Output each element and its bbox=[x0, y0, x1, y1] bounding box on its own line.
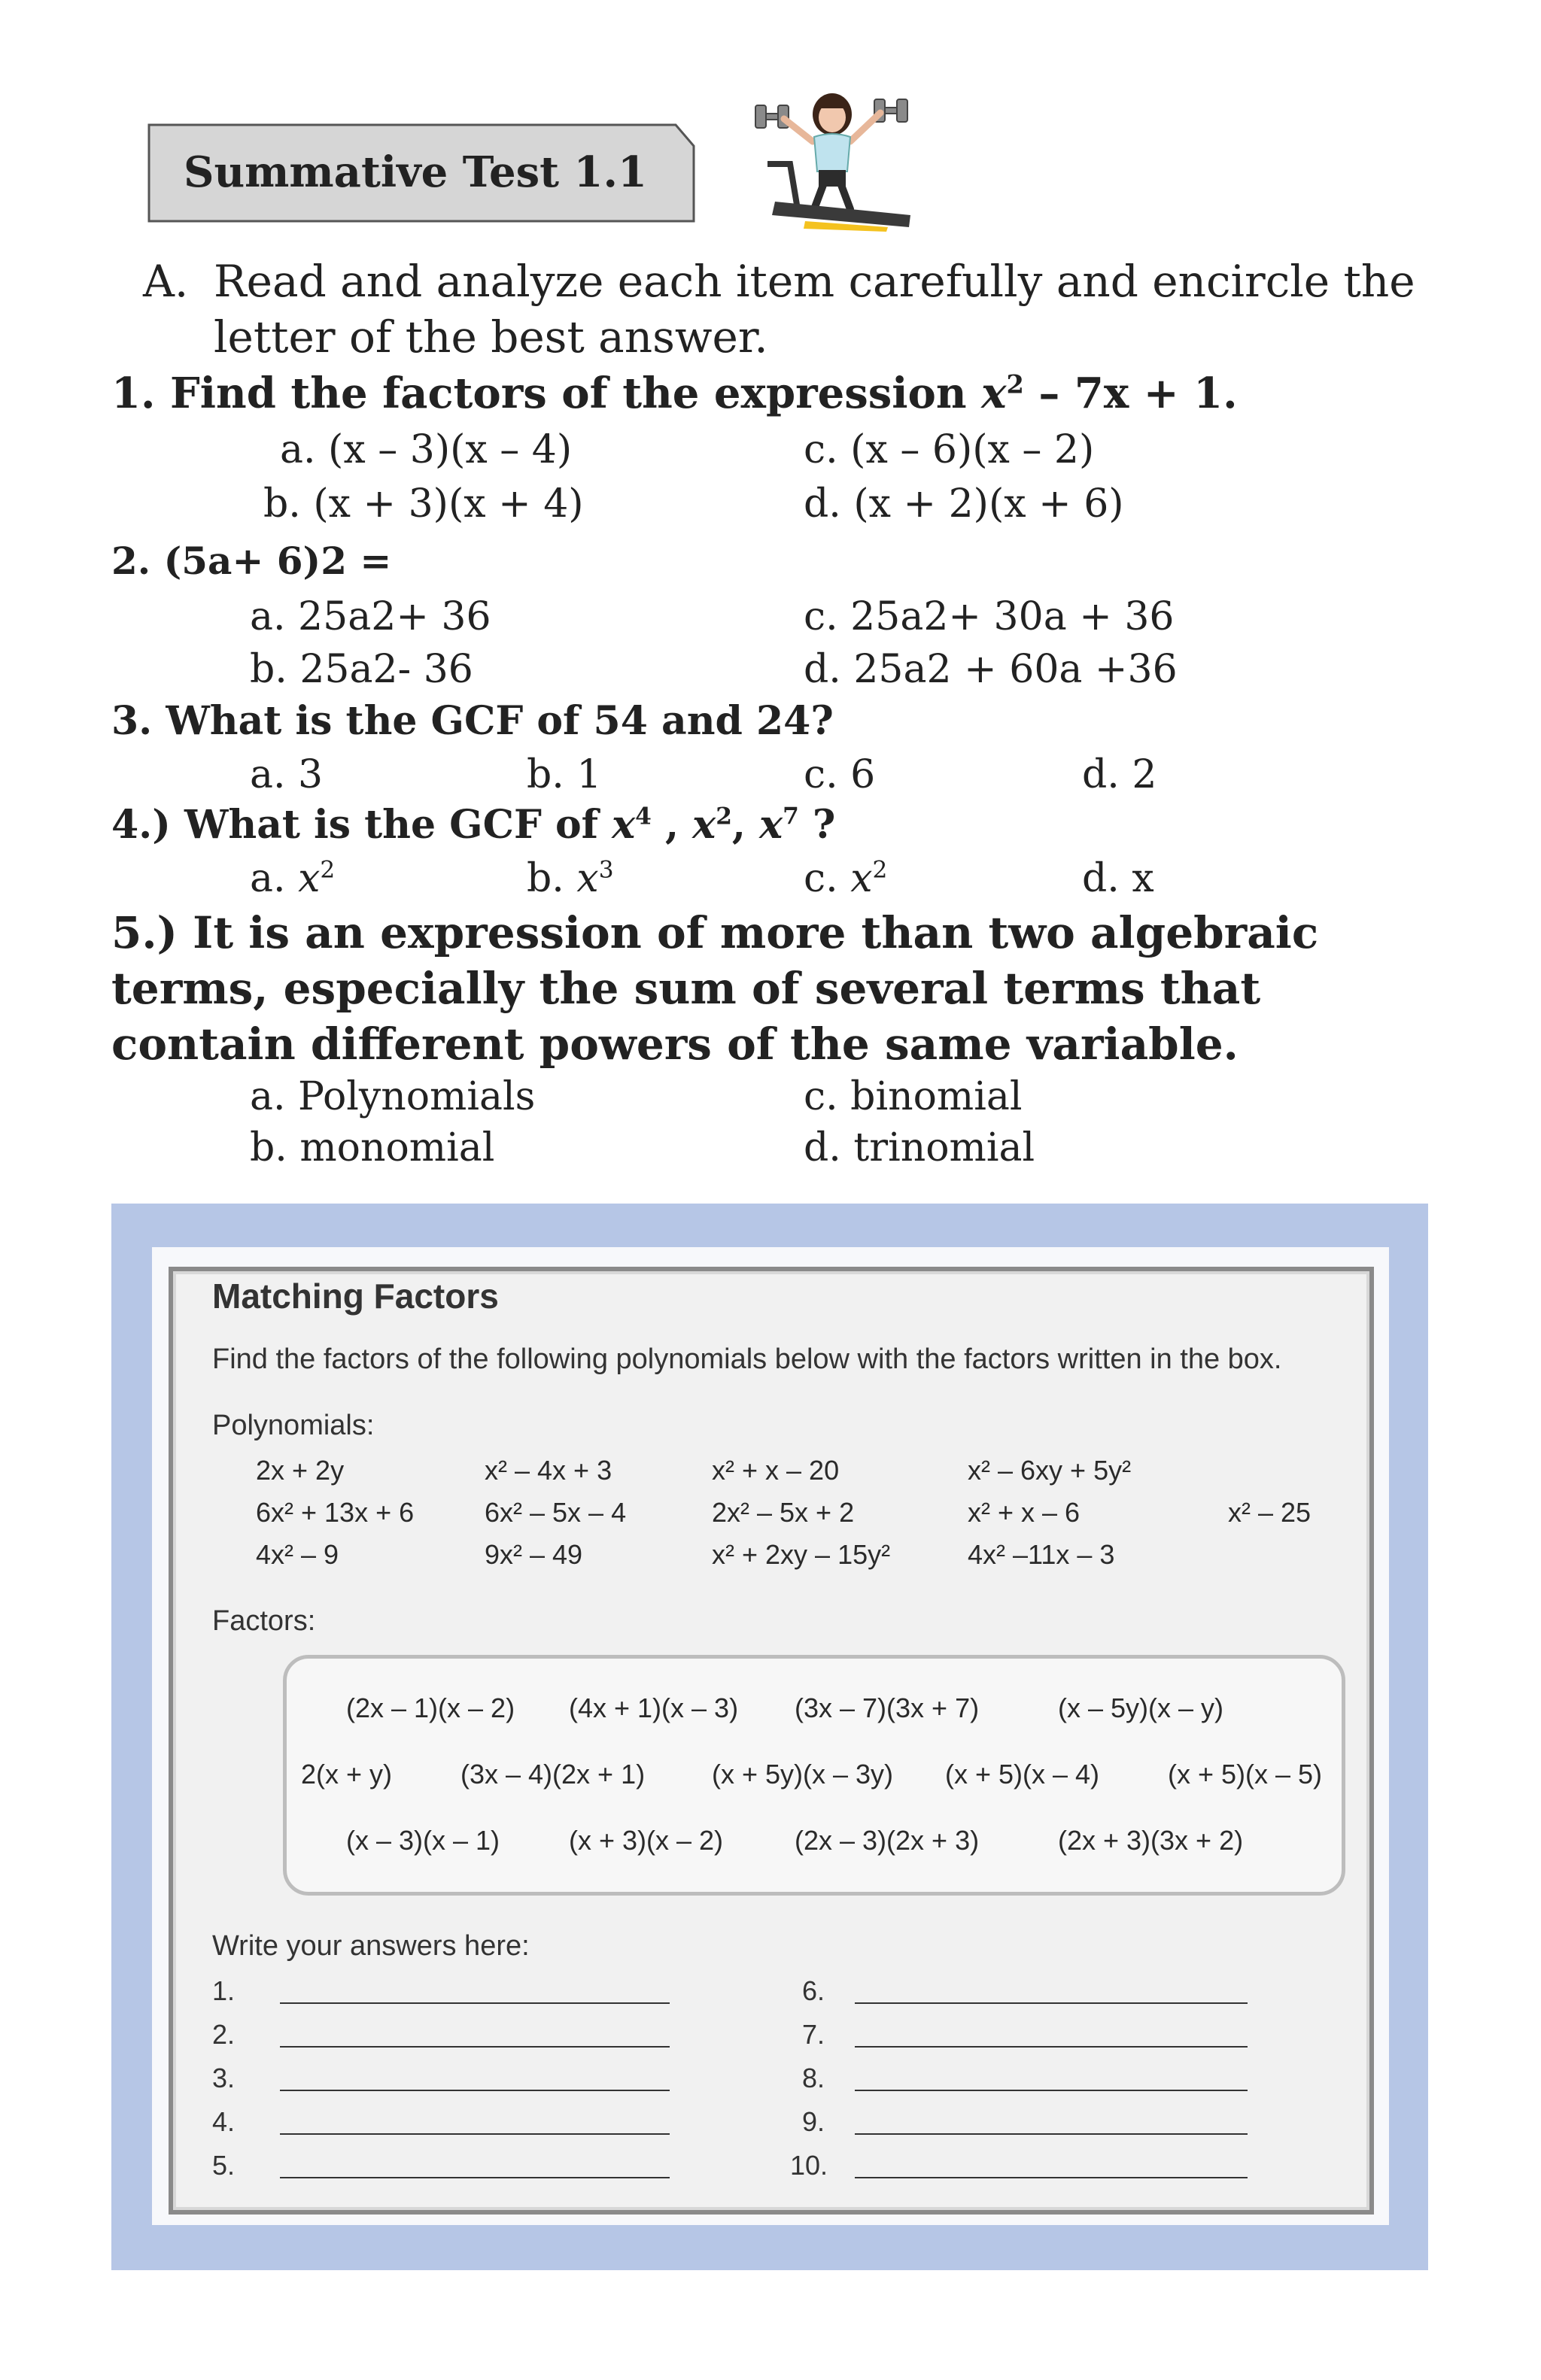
option-exp: 3 bbox=[598, 856, 614, 884]
answer-line-10[interactable] bbox=[855, 2177, 1248, 2178]
answer-number: 6. bbox=[802, 1975, 825, 2006]
question-3-option-d[interactable]: d. 2 bbox=[1082, 752, 1157, 797]
treadmill-mascot-illustration bbox=[745, 89, 918, 232]
answer-number: 1. bbox=[212, 1975, 236, 2006]
question-1-option-a[interactable]: a. (x – 3)(x – 4) bbox=[280, 427, 573, 472]
answer-line-5[interactable] bbox=[280, 2177, 670, 2178]
polynomial-item: x² – 6xy + 5y² bbox=[968, 1455, 1132, 1486]
question-3-option-a[interactable]: a. 3 bbox=[250, 752, 324, 797]
option-var: x bbox=[298, 856, 321, 901]
matching-instruction: Find the factors of the following polynomials below with the factors written in the box. bbox=[212, 1343, 1282, 1375]
answer-line-9[interactable] bbox=[855, 2133, 1248, 2135]
answer-line-7[interactable] bbox=[855, 2046, 1248, 2048]
answer-line-4[interactable] bbox=[280, 2133, 670, 2135]
polynomial-item: 4x² – 9 bbox=[256, 1539, 339, 1570]
option-prefix: b. bbox=[527, 856, 577, 901]
question-4-option-b[interactable] bbox=[527, 856, 614, 901]
instruction-letter: A. bbox=[143, 256, 189, 307]
instruction-line-1: Read and analyze each item carefully and encircle the bbox=[214, 256, 1415, 307]
factor-item: (3x – 7)(3x + 7) bbox=[795, 1692, 980, 1723]
question-1-suffix: – 7x + 1. bbox=[1023, 369, 1238, 418]
question-3-option-b[interactable]: b. 1 bbox=[527, 752, 602, 797]
question-5-option-d[interactable]: d. trinomial bbox=[804, 1125, 1035, 1170]
factor-item: (x + 5)(x – 4) bbox=[945, 1759, 1100, 1790]
question-4-stem: 4.) What is the GCF of $x^4$ , $x^2$, $x^7$ ? bbox=[111, 802, 836, 848]
matching-title: Matching Factors bbox=[212, 1277, 499, 1316]
answers-label: Write your answers here: bbox=[212, 1930, 530, 1962]
answer-line-2[interactable] bbox=[280, 2046, 670, 2048]
question-3-option-c[interactable]: c. 6 bbox=[804, 752, 876, 797]
question-5-stem-line-2: terms, especially the sum of several terms that bbox=[111, 963, 1261, 1014]
factor-item: 2(x + y) bbox=[301, 1759, 393, 1790]
answer-number: 5. bbox=[212, 2150, 236, 2181]
question-2-option-c[interactable]: c. 25a2+ 30a + 36 bbox=[804, 594, 1175, 639]
option-prefix: c. bbox=[804, 856, 851, 901]
answer-line-6[interactable] bbox=[855, 2002, 1248, 2004]
question-5-stem-line-3: contain different powers of the same variable. bbox=[111, 1018, 1239, 1070]
option-exp: 2 bbox=[320, 856, 336, 884]
question-5-option-c[interactable]: c. binomial bbox=[804, 1074, 1023, 1119]
question-3-stem: 3. What is the GCF of 54 and 24? bbox=[111, 698, 834, 744]
question-4-suffix: ? bbox=[798, 802, 836, 848]
instruction-line-2: letter of the best answer. bbox=[214, 311, 768, 363]
factor-item: (3x – 4)(2x + 1) bbox=[460, 1759, 646, 1790]
polynomials-label: Polynomials: bbox=[212, 1410, 375, 1441]
question-5-option-b[interactable]: b. monomial bbox=[250, 1125, 495, 1170]
factor-item: (2x + 3)(3x + 2) bbox=[1058, 1825, 1244, 1856]
answer-number: 4. bbox=[212, 2106, 236, 2137]
question-5-stem-line-1: 5.) It is an expression of more than two algebraic bbox=[111, 907, 1319, 958]
answer-line-1[interactable] bbox=[280, 2002, 670, 2004]
page-title: Summative Test 1.1 bbox=[184, 147, 647, 197]
option-prefix: a. bbox=[250, 856, 299, 901]
option-var: x bbox=[576, 856, 599, 901]
question-4-term-1-var: x bbox=[612, 802, 636, 848]
answer-number: 9. bbox=[802, 2106, 825, 2137]
factor-item: (x + 5y)(x – 3y) bbox=[712, 1759, 894, 1790]
factor-item: (x – 3)(x – 1) bbox=[346, 1825, 500, 1856]
question-5-option-a[interactable]: a. Polynomials bbox=[250, 1074, 536, 1119]
question-4-prefix: 4.) What is the GCF of bbox=[111, 802, 612, 848]
polynomial-item: x² + x – 20 bbox=[712, 1455, 840, 1486]
polynomial-item: 9x² – 49 bbox=[485, 1539, 583, 1570]
factor-item: (2x – 1)(x – 2) bbox=[346, 1692, 515, 1723]
question-1-prefix: 1. Find the factors of the expression bbox=[111, 369, 982, 418]
answer-line-3[interactable] bbox=[280, 2090, 670, 2091]
polynomial-item: x² – 4x + 3 bbox=[485, 1455, 612, 1486]
question-1-exponent: 2 bbox=[1006, 369, 1024, 399]
question-1-option-c[interactable]: c. (x – 6)(x – 2) bbox=[804, 427, 1095, 472]
question-4-option-a[interactable] bbox=[250, 856, 335, 901]
question-1-stem bbox=[111, 369, 1238, 418]
question-4-option-c[interactable] bbox=[804, 856, 887, 901]
answer-number: 7. bbox=[802, 2019, 825, 2050]
factor-item: (x + 3)(x – 2) bbox=[569, 1825, 724, 1856]
option-var: x bbox=[850, 856, 873, 901]
polynomial-item: x² + x – 6 bbox=[968, 1497, 1081, 1528]
answer-number: 2. bbox=[212, 2019, 236, 2050]
question-4-term-3-exp: 7 bbox=[783, 803, 799, 830]
question-2-option-b[interactable]: b. 25a2- 36 bbox=[250, 647, 473, 692]
question-1-option-d[interactable]: d. (x + 2)(x + 6) bbox=[804, 481, 1124, 527]
title-box bbox=[144, 120, 698, 226]
question-1-var: x bbox=[981, 369, 1007, 418]
polynomial-item: x² + 2xy – 15y² bbox=[712, 1539, 891, 1570]
question-2-stem: 2. (5a+ 6)2 = bbox=[111, 539, 392, 583]
question-2-option-d[interactable]: d. 25a2 + 60a +36 bbox=[804, 647, 1178, 692]
polynomial-item: 2x² – 5x + 2 bbox=[712, 1497, 855, 1528]
factor-item: (2x – 3)(2x + 3) bbox=[795, 1825, 980, 1856]
question-2-option-a[interactable]: a. 25a2+ 36 bbox=[250, 594, 491, 639]
factor-item: (x – 5y)(x – y) bbox=[1058, 1692, 1224, 1723]
question-4-term-3-var: x bbox=[759, 802, 783, 848]
polynomial-item: 6x² + 13x + 6 bbox=[256, 1497, 415, 1528]
polynomial-item: 2x + 2y bbox=[256, 1455, 345, 1486]
answer-number: 10. bbox=[790, 2150, 828, 2181]
question-4-term-2-exp: 2 bbox=[716, 803, 732, 830]
factor-item: (4x + 1)(x – 3) bbox=[569, 1692, 739, 1723]
option-exp: 2 bbox=[872, 856, 888, 884]
polynomial-item: x² – 25 bbox=[1228, 1497, 1312, 1528]
question-4-term-2-var: x bbox=[692, 802, 716, 848]
factors-label: Factors: bbox=[212, 1605, 316, 1637]
polynomial-item: 4x² –11x – 3 bbox=[968, 1539, 1115, 1570]
polynomial-item: 6x² – 5x – 4 bbox=[485, 1497, 627, 1528]
answer-number: 3. bbox=[212, 2063, 236, 2093]
question-4-option-d[interactable]: d. x bbox=[1082, 856, 1154, 901]
question-1-option-b[interactable]: b. (x + 3)(x + 4) bbox=[263, 481, 584, 527]
factor-item: (x + 5)(x – 5) bbox=[1168, 1759, 1323, 1790]
question-4-term-1-exp: 4 bbox=[635, 803, 652, 830]
answer-line-8[interactable] bbox=[855, 2090, 1248, 2091]
answer-number: 8. bbox=[802, 2063, 825, 2093]
